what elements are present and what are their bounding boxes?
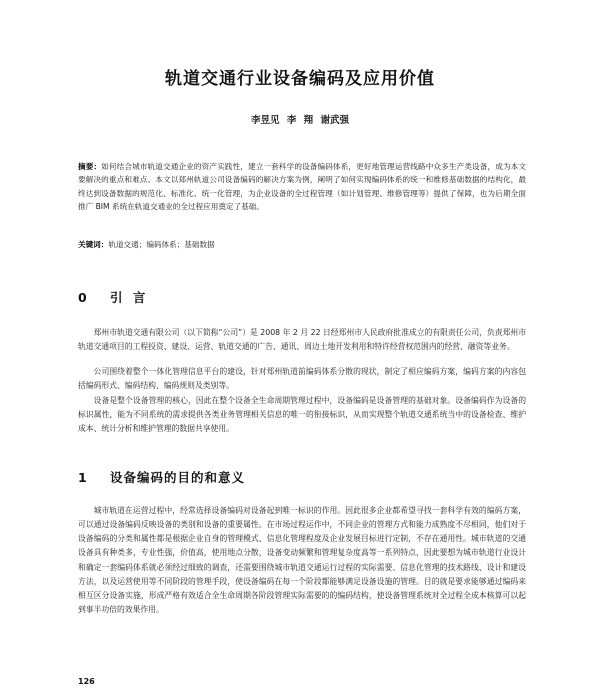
paper-title: 轨道交通行业设备编码及应用价值 [165, 69, 435, 89]
keywords-label: 关键词： [78, 240, 109, 249]
paragraph: 设备是整个设备管理的核心，因此在整个设备全生命周期管理过程中，设备编码是设备管理的基础对象。设备编码作为设备的标识属性，能为不同系统的需求提供各类业务管理相关信息的唯一的衔接标识，从而实现整个轨道交通系统当中的设备检查、维护成本、统计分析和维护管理的数据共享使用。 [78, 395, 526, 434]
paragraph: 郑州市轨道交通有限公司（以下简称“公司”）是 2008 年 2 月 22 日经郑州市人民政府批准成立的有限责任公司，负责郑州市轨道交通项目的工程投资、建设、运营、轨道交通的广告、通讯、周边土地开发利用和特许经营权范围内的经营、融资等业务。 [78, 327, 526, 351]
section-number: 0 [78, 290, 87, 305]
keywords [78, 239, 526, 251]
section-title: 设备编码的目的和意义 [110, 470, 246, 485]
page-number: 126 [78, 677, 95, 686]
section-heading-purpose [78, 468, 245, 486]
paper-authors: 李昱见 李 翔 谢武强 [251, 115, 349, 126]
abstract [78, 160, 526, 214]
paragraph: 城市轨道在运营过程中，经常选择设备编码对设备起到唯一标识的作用。因此很多企业都希望寻找一套科学有效的编码方案，可以通过设备编码反映设备的类别和设备的重要属性。在市场过程运作中，不同企业的管理方式和能力成熟度不尽相同，他们对于设备编码的分类和属性都是根据企业自身的管理模式、信息化管理程度及企业发展目标进行定制，不存在通用性。城市轨道的交通设备具有种类多，专业性强，价值高，使用地点分散，设备变动频繁和管理复杂度高等一系列特点，因此要想为城市轨道行业设计和确定一套编码体系就必须经过细致的调查，还需要围绕城市轨道交通运行过程的实际需要、信息化管理的技术路线、设计和建设方法，以及运营使用等不同阶段的管理手段，使设备编码在每一个阶段都能够满足设备设施的管理。目的就是要求能够通过编码来相互区分设备实施，形成严格有效适合全生命周期各阶段管理实际需要的的编码结构，使设备管理系统对全过程全成本核算可以起到事半功倍的效果作用。 [78, 505, 526, 615]
section-heading-introduction [78, 288, 148, 306]
section-number: 1 [78, 470, 87, 485]
abstract-text: 如何结合城市轨道交通企业的资产实践性，建立一套科学的设备编码体系，更好地管理运营线路中众多生产类设备，成为本文要解决的重点和难点。本文以郑州轨道公司设备编码的解决方案为例，阐明了如何实现编码体系的统一和维修基础数据的结构化，最终达到设备数据的规范化、标准化、统一化管理，为企业设备的全过程管理（如计划管理、维修管理等）提供了保障，也为后期全面推广 BIM 系统在轨道交通业的全过程应用奠定了基础。 [78, 162, 527, 212]
section-title: 引 言 [110, 290, 149, 305]
keywords-text: 轨道交通；编码体系；基础数据 [108, 240, 215, 249]
abstract-label: 摘要： [78, 162, 102, 171]
paragraph: 公司围绕着整个一体化管理信息平台的建设，针对郑州轨道前编码体系分散的现状，制定了相应编码方案，编码方案的内容包括编码形式、编码结构、编码规则及类别等。 [78, 366, 526, 390]
